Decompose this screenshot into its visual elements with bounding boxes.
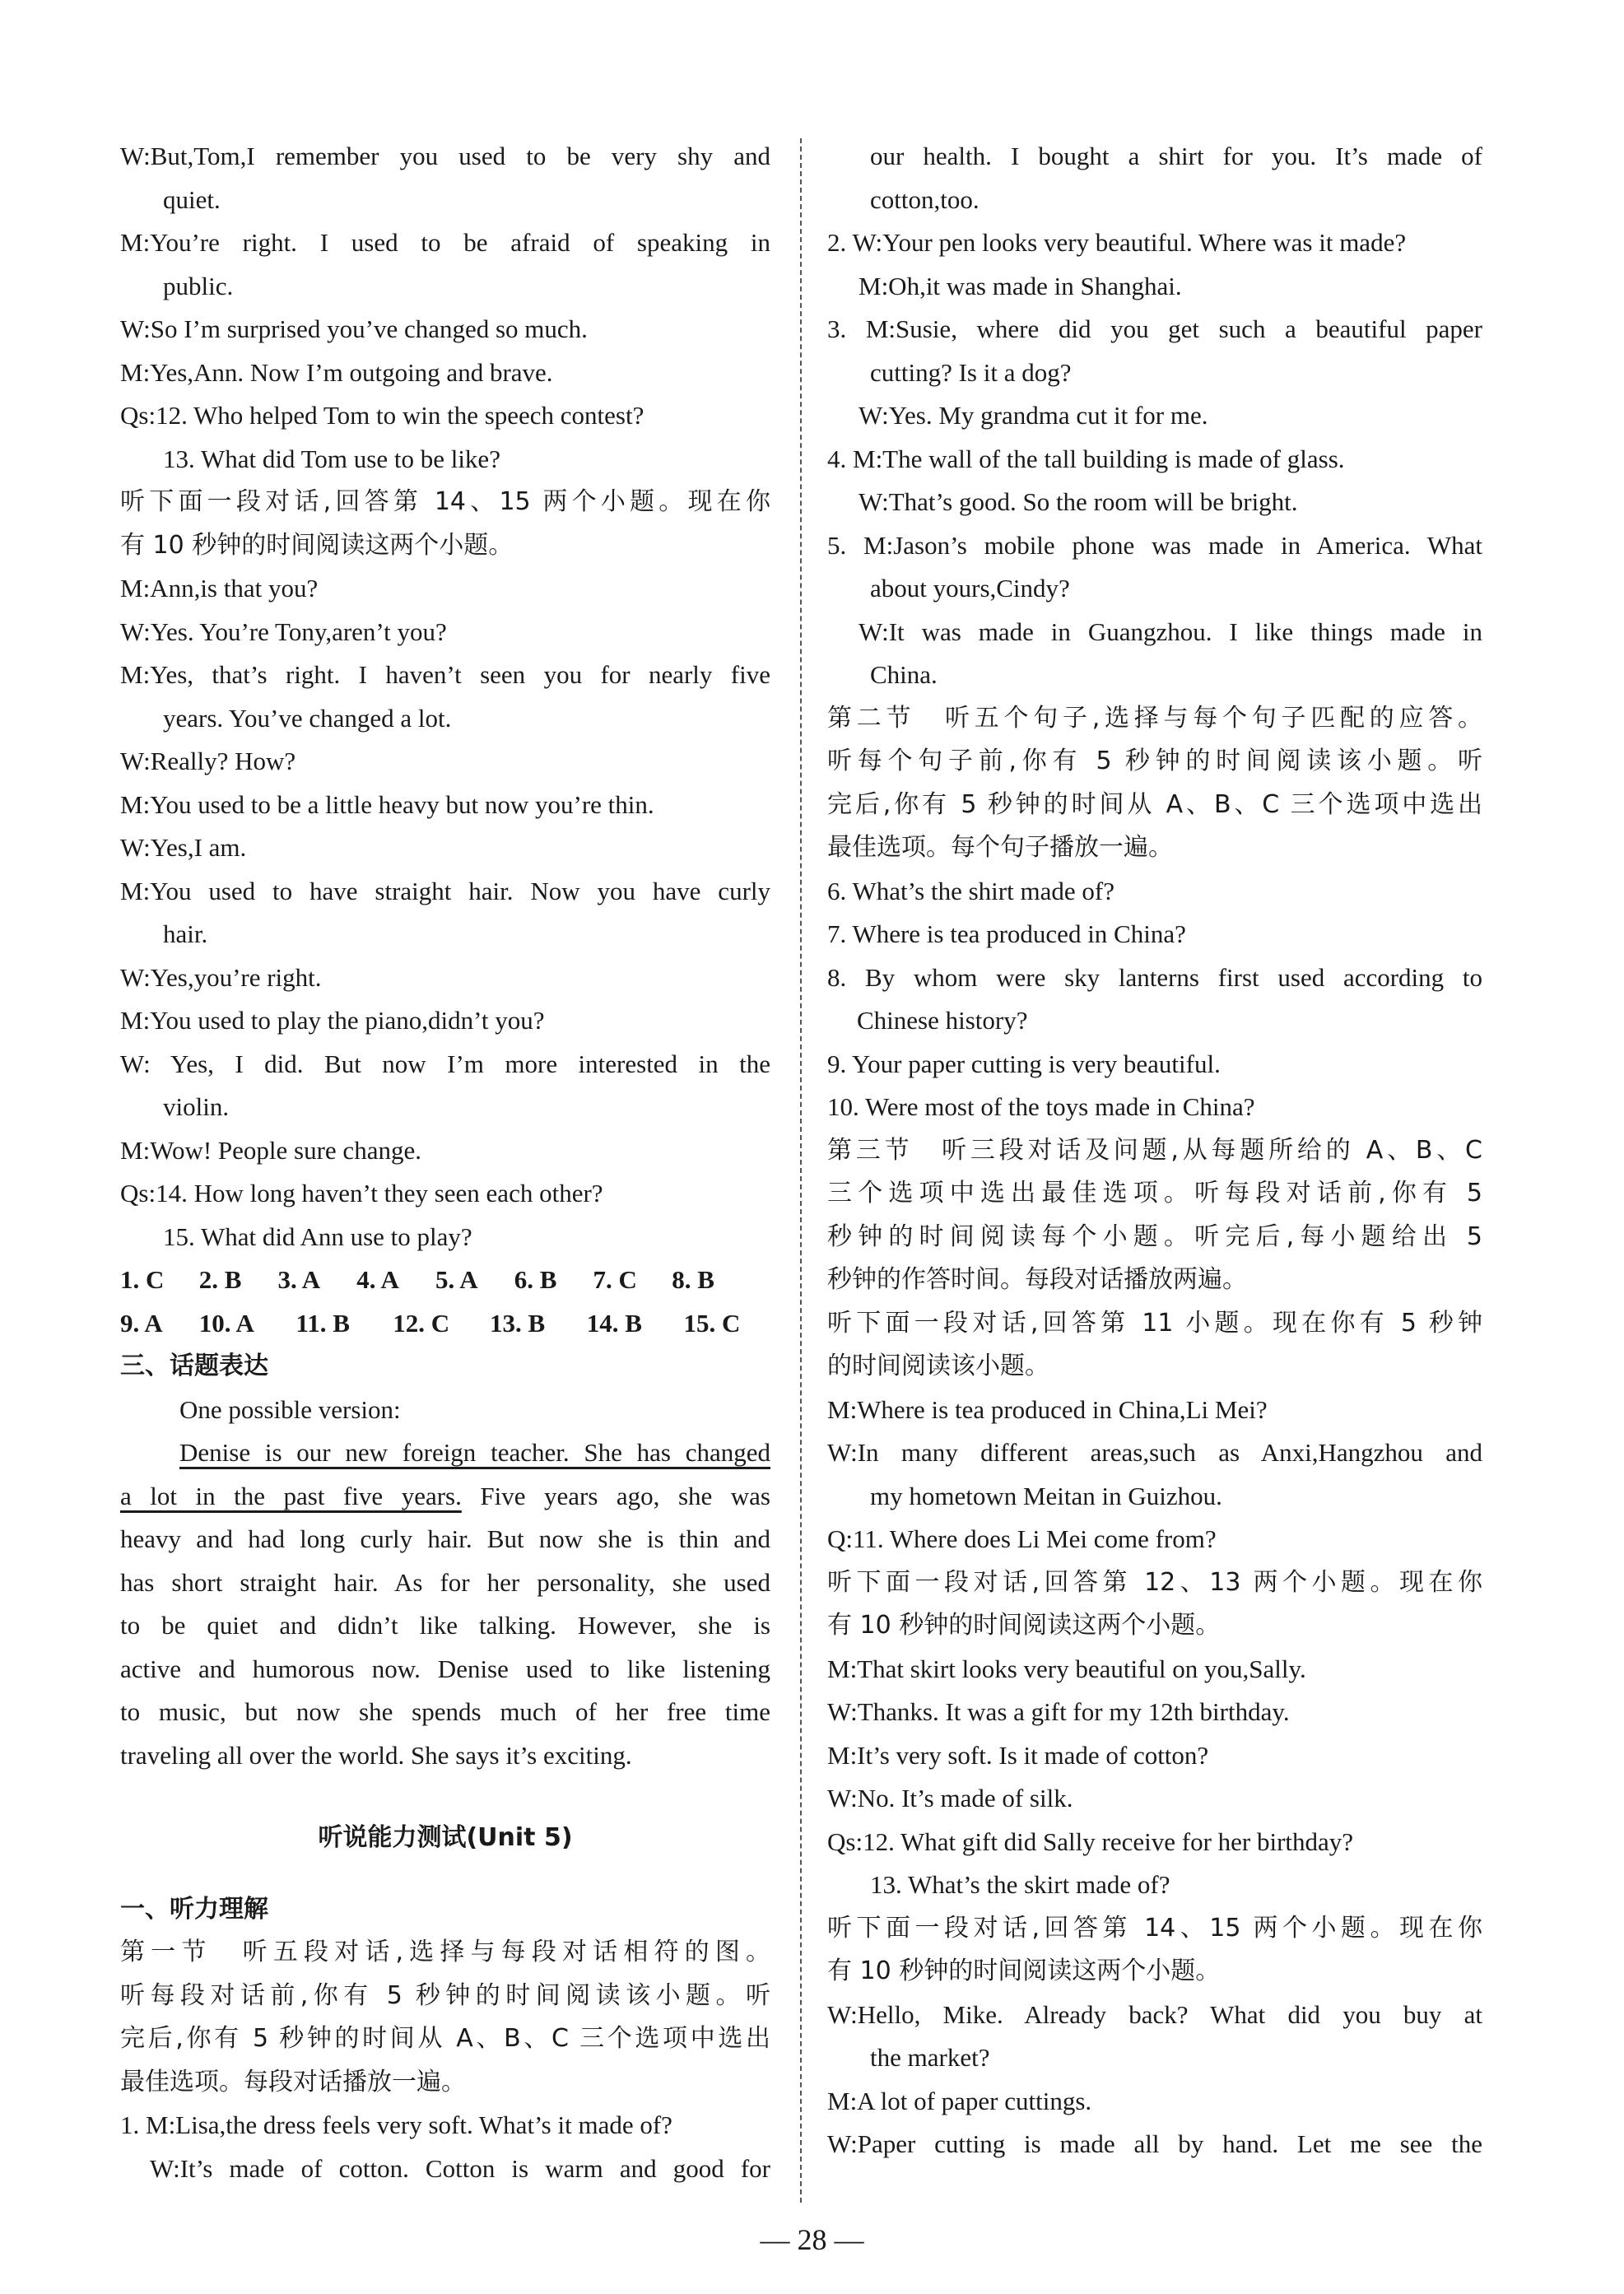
text-line: hair.	[163, 919, 208, 948]
text-line: W:In many different areas,such as Anxi,Hangzhou and	[827, 1438, 1482, 1467]
right-column	[827, 135, 1482, 2166]
text-line: China.	[870, 660, 938, 689]
text-line: my hometown Meitan in Guizhou.	[870, 1481, 1222, 1510]
text-line: W:Yes. You’re Tony,aren’t you?	[120, 617, 447, 646]
text-line: 9. Your paper cutting is very beautiful.	[827, 1049, 1221, 1078]
instruction-line: 听每段对话前,你有 5 秒钟的时间阅读该小题。听	[120, 1980, 770, 2010]
instruction-line: 的时间阅读该小题。	[827, 1352, 1049, 1380]
answer-item: 7. C	[593, 1265, 637, 1294]
text-line: M:That skirt looks very beautiful on you,Sally.	[827, 1654, 1306, 1683]
essay-underlined-line: Denise is our new foreign teacher. She has changed	[179, 1438, 770, 1467]
text-line: W:Really? How?	[120, 747, 296, 775]
answer-key-row-1	[120, 1259, 770, 1302]
test-title: 听说能力测试(Unit 5)	[318, 1823, 573, 1852]
left-column	[120, 135, 770, 2190]
text-line: W:But,Tom,I remember you used to be very shy and	[120, 142, 770, 170]
instruction-line: 听下面一段对话,回答第 14、15 两个小题。现在你	[827, 1913, 1482, 1943]
essay-line: to music, but now she spends much of her free time	[120, 1697, 770, 1726]
version-label: One possible version:	[179, 1394, 401, 1424]
text-line: 15. What did Ann use to play?	[163, 1221, 472, 1251]
essay-line	[120, 1475, 770, 1519]
answer-item: 2. B	[198, 1265, 242, 1294]
text-line: about yours,Cindy?	[870, 574, 1070, 603]
text-line: 10. Were most of the toys made in China?	[827, 1092, 1255, 1121]
text-line: public.	[163, 271, 234, 300]
text-line: M:Oh,it was made in Shanghai.	[859, 271, 1182, 300]
answer-key-row-2	[120, 1302, 770, 1346]
text-line: 3. M:Susie, where did you get such a beautiful paper	[827, 314, 1482, 343]
text-line: the market?	[870, 2043, 990, 2072]
answer-item: 11. B	[295, 1308, 350, 1338]
text-line: our health. I bought a shirt for you. It’s made of	[870, 142, 1482, 170]
column-divider	[800, 138, 802, 2203]
answer-item: 13. B	[490, 1308, 546, 1338]
essay-line: active and humorous now. Denise used to like listening	[120, 1654, 770, 1683]
text-line: W:Thanks. It was a gift for my 12th birthday.	[827, 1697, 1290, 1726]
text-line: Q:11. Where does Li Mei come from?	[827, 1524, 1217, 1553]
instruction-line: 听每个句子前,你有 5 秒钟的时间阅读该小题。听	[827, 747, 1482, 775]
essay-underlined-fragment: a lot in the past five years.	[120, 1481, 462, 1510]
instruction-line: 最佳选项。每段对话播放一遍。	[120, 2067, 466, 2096]
text-line: 6. What’s the shirt made of?	[827, 876, 1114, 905]
text-line: M:You’re right. I used to be afraid of speaking in	[120, 228, 770, 257]
page-number: — 28 —	[760, 2223, 864, 2256]
text-line: 听下面一段对话,回答第 14、15 两个小题。现在你	[120, 487, 770, 516]
answer-item: 6. B	[514, 1265, 557, 1294]
answer-item: 12. C	[393, 1308, 450, 1338]
text-line: W: Yes, I did. But now I’m more interested in the	[120, 1049, 770, 1078]
instruction-line: 有 10 秒钟的时间阅读这两个小题。	[827, 1957, 1221, 1985]
text-line: W:Yes. My grandma cut it for me.	[859, 401, 1208, 430]
text-line: 7. Where is tea produced in China?	[827, 919, 1186, 948]
text-line: quiet.	[163, 184, 221, 214]
instruction-line: 最佳选项。每个句子播放一遍。	[827, 833, 1173, 862]
text-line: cotton,too.	[870, 184, 980, 214]
answer-item: 5. A	[435, 1265, 478, 1294]
text-line: W:Yes,you’re right.	[120, 962, 322, 992]
text-line: W:No. It’s made of silk.	[827, 1784, 1073, 1812]
text-line: W:Paper cutting is made all by hand. Let me see the	[827, 2129, 1482, 2158]
text-line: W:It’s made of cotton. Cotton is warm and good for	[150, 2153, 770, 2183]
instruction-line: 三个选项中选出最佳选项。听每段对话前,你有 5	[827, 1179, 1482, 1207]
section-heading-listening: 一、听力理解	[120, 1894, 268, 1924]
instruction-line: 有 10 秒钟的时间阅读这两个小题。	[827, 1611, 1221, 1640]
instruction-line: 听下面一段对话,回答第 11 小题。现在你有 5 秒钟	[827, 1308, 1482, 1338]
text-line: 1. M:Lisa,the dress feels very soft. What’s it made of?	[120, 2110, 672, 2139]
text-line: Qs:12. What gift did Sally receive for her birthday?	[827, 1826, 1354, 1856]
instruction-line: 第一节 听五段对话,选择与每段对话相符的图。	[120, 1938, 770, 1966]
text-line: M:Ann,is that you?	[120, 574, 319, 603]
instruction-line: 完后,你有 5 秒钟的时间从 A、B、C 三个选项中选出	[827, 789, 1482, 819]
text-line: 5. M:Jason’s mobile phone was made in America. What	[827, 530, 1482, 560]
text-line: 4. M:The wall of the tall building is made of glass.	[827, 444, 1345, 473]
instruction-line: 第二节 听五个句子,选择与每个句子匹配的应答。	[827, 703, 1482, 733]
text-line: 2. W:Your pen looks very beautiful. Where was it made?	[827, 228, 1407, 257]
answer-item: 1. C	[120, 1265, 165, 1294]
text-line: W:That’s good. So the room will be bright.	[859, 487, 1298, 516]
text-line: W:So I’m surprised you’ve changed so much.	[120, 314, 588, 343]
answer-item: 3. A	[277, 1265, 321, 1294]
essay-line: heavy and had long curly hair. But now she is thin and	[120, 1524, 770, 1553]
text-line: cutting? Is it a dog?	[870, 357, 1072, 387]
instruction-line: 完后,你有 5 秒钟的时间从 A、B、C 三个选项中选出	[120, 2024, 770, 2053]
text-line: 有 10 秒钟的时间阅读这两个小题。	[120, 530, 514, 560]
section-heading-topic-expression: 三、话题表达	[120, 1352, 268, 1380]
text-line: M:Where is tea produced in China,Li Mei?	[827, 1394, 1268, 1424]
text-line: M:A lot of paper cuttings.	[827, 2086, 1092, 2115]
text-line: M:You used to have straight hair. Now you have curly	[120, 876, 770, 905]
text-line: years. You’ve changed a lot.	[163, 703, 452, 733]
instruction-line: 秒钟的作答时间。每段对话播放两遍。	[827, 1265, 1247, 1294]
text-line: Qs:12. Who helped Tom to win the speech contest?	[120, 401, 644, 430]
dialogue-block-1	[120, 135, 770, 1259]
text-line: M:You used to play the piano,didn’t you?	[120, 1006, 545, 1035]
text-line: M:You used to be a little heavy but now you’re thin.	[120, 789, 654, 819]
text-line: W:Yes,I am.	[120, 833, 247, 862]
instruction-line: 听下面一段对话,回答第 12、13 两个小题。现在你	[827, 1567, 1482, 1597]
answer-item: 9. A	[120, 1308, 163, 1338]
text-line: M:Yes, that’s right. I haven’t seen you for nearly five	[120, 660, 770, 689]
text-line: violin.	[163, 1092, 230, 1121]
text-line: W:It was made in Guangzhou. I like things made in	[859, 617, 1482, 646]
answer-item: 14. B	[586, 1308, 642, 1338]
text-line: Chinese history?	[857, 1006, 1028, 1035]
essay-line: has short straight hair. As for her personality, she used	[120, 1567, 770, 1597]
answer-item: 10. A	[198, 1308, 254, 1338]
answer-item: 8. B	[672, 1265, 714, 1294]
text-line: W:Hello, Mike. Already back? What did you buy at	[827, 1999, 1482, 2029]
text-line: M:Wow! People sure change.	[120, 1135, 421, 1165]
text-line: M:Yes,Ann. Now I’m outgoing and brave.	[120, 357, 553, 387]
answer-item: 15. C	[683, 1308, 741, 1338]
text-line: M:It’s very soft. Is it made of cotton?	[827, 1740, 1209, 1770]
essay-fragment: Five years ago, she was	[461, 1481, 770, 1510]
instruction-line: 秒钟的时间阅读每个小题。听完后,每小题给出 5	[827, 1221, 1482, 1251]
essay-line: traveling all over the world. She says it’s exciting.	[120, 1740, 632, 1770]
answer-item: 4. A	[356, 1265, 399, 1294]
text-line: 13. What’s the skirt made of?	[870, 1870, 1170, 1899]
text-line: 13. What did Tom use to be like?	[163, 444, 500, 473]
instruction-line: 第三节 听三段对话及问题,从每题所给的 A、B、C	[827, 1135, 1482, 1165]
text-line: Qs:14. How long haven’t they seen each other?	[120, 1179, 603, 1207]
text-line: 8. By whom were sky lanterns first used according to	[827, 962, 1482, 992]
essay-line: to be quiet and didn’t like talking. However, she is	[120, 1611, 770, 1640]
